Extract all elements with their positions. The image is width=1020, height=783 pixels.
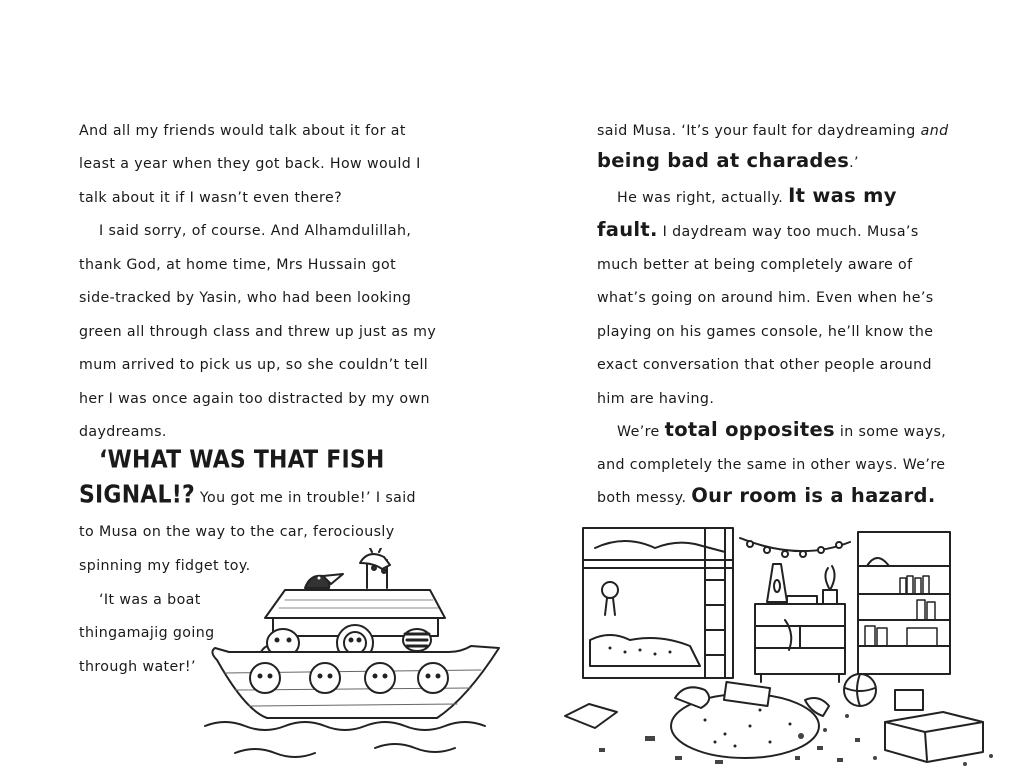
- text-span: He was right, actually.: [617, 190, 789, 206]
- text-line: [597, 121, 949, 141]
- right-page: [510, 0, 1020, 783]
- text-line: to Musa on the way to the car, ferociously: [79, 524, 395, 540]
- text-line: her I was once again too distracted by my own: [79, 391, 430, 407]
- text-line: thank God, at home time, Mrs Hussain got: [79, 257, 397, 273]
- shout-text: ‘WHAT WAS THAT FISH: [99, 446, 385, 475]
- text-line: I said sorry, of course. And Alhamdulillah,: [99, 223, 412, 239]
- text-span: I daydream way too much. Musa’s: [657, 224, 919, 240]
- text-line: through water!’: [79, 659, 196, 675]
- text-line: [597, 220, 919, 242]
- text-line: [617, 186, 897, 208]
- text-line: and completely the same in other ways. We’re: [597, 457, 946, 473]
- text-line: daydreams.: [79, 424, 167, 440]
- text-line: [79, 481, 416, 510]
- text-line: much better at being completely aware of: [597, 257, 913, 273]
- text-line: spinning my fidget toy.: [79, 558, 251, 574]
- text-line: mum arrived to pick us up, so she couldn’t tell: [79, 357, 429, 373]
- messy-bedroom-illustration: [555, 520, 1015, 778]
- text-line: what’s going on around him. Even when he’s: [597, 290, 934, 306]
- big-text: Our room is a hazard.: [691, 484, 936, 507]
- shout-text: SIGNAL!?: [79, 481, 195, 510]
- text-line: [597, 151, 859, 173]
- text-span: You got me in trouble!’ I said: [194, 490, 416, 506]
- shout-heading: [99, 446, 385, 475]
- big-text: It was my: [788, 184, 897, 207]
- emphasis-text: and: [920, 123, 949, 139]
- text-line: him are having.: [597, 391, 715, 407]
- text-line: playing on his games console, he’ll know the: [597, 324, 934, 340]
- big-text: being bad at charades: [597, 149, 850, 172]
- text-line: [597, 486, 936, 508]
- text-line: [617, 420, 946, 442]
- text-span: We’re: [617, 424, 665, 440]
- text-line: exact conversation that other people around: [597, 357, 932, 373]
- big-text: fault.: [597, 218, 658, 241]
- text-span: .’: [849, 155, 859, 171]
- text-span: both messy.: [597, 490, 692, 506]
- text-span: in some ways,: [834, 424, 947, 440]
- text-line: And all my friends would talk about it for at: [79, 123, 406, 139]
- text-line: least a year when they got back. How would I: [79, 156, 421, 172]
- text-line: ‘It was a boat: [99, 592, 201, 608]
- text-line: talk about it if I wasn’t even there?: [79, 190, 343, 206]
- noahs-ark-illustration: [195, 548, 505, 778]
- text-line: thingamajig going: [79, 625, 215, 641]
- big-text: total opposites: [664, 418, 835, 441]
- text-span: said Musa. ‘It’s your fault for daydreaming: [597, 123, 921, 139]
- text-line: side-tracked by Yasin, who had been looking: [79, 290, 412, 306]
- text-line: green all through class and threw up just as my: [79, 324, 437, 340]
